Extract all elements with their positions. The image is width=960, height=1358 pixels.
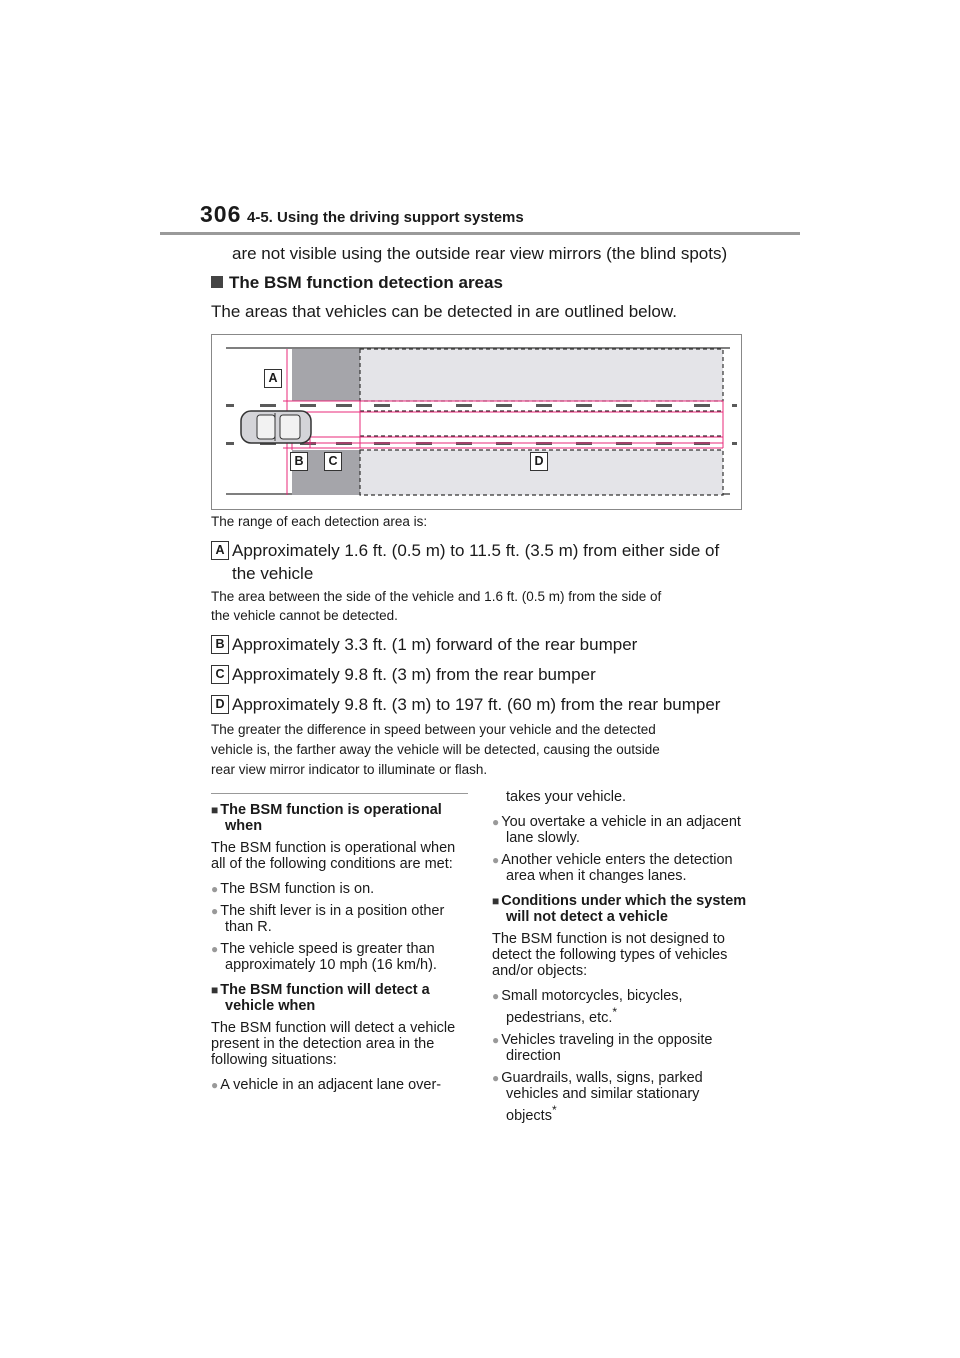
asterisk-footnote-mark: * <box>612 1005 618 1019</box>
diagram-label-a: A <box>264 369 282 388</box>
vehicle-icon <box>241 411 311 443</box>
heading-square-icon <box>211 276 223 288</box>
right-bullet-lane-change: ● Another vehicle enters the detection area when it changes lanes. <box>492 852 750 884</box>
range-label-b: B <box>211 635 229 654</box>
range-c-text: Approximately 9.8 ft. (3 m) from the rear bumper <box>232 665 596 684</box>
right-bullet-small-vehicles <box>492 988 750 1026</box>
right-para-not-detect: The BSM function is not designed to detect the following types of vehicles and/or objects: <box>492 931 728 979</box>
asterisk-footnote-mark-2: * <box>551 1102 557 1117</box>
left-bullet-adjacent-lane: ● A vehicle in an adjacent lane over- <box>211 1077 469 1093</box>
range-label-c: C <box>211 665 229 684</box>
right-bullet-opposite: ● Vehicles traveling in the opposite direction <box>492 1032 750 1064</box>
range-a-line1: Approximately 1.6 ft. (0.5 m) to 11.5 ft. (3.5 m) from either side of <box>232 541 720 560</box>
section-title: 4-5. Using the driving support systems <box>247 209 524 226</box>
intro-description: The areas that vehicles can be detected in are outlined below. <box>211 302 677 321</box>
left-para-operational: The BSM function is operational when all of the following conditions are met: <box>211 840 456 872</box>
diagram-svg <box>212 335 741 509</box>
range-a-note1: The area between the side of the vehicle and 1.6 ft. (0.5 m) from the side of <box>211 589 662 604</box>
left-bullet-function-on: ● The BSM function is on. <box>211 881 469 897</box>
range-label-d: D <box>211 695 229 714</box>
right-heading-not-detect: ■ Conditions under which the system will not detect a vehicle <box>492 893 750 925</box>
range-d-note1: The greater the difference in speed between your vehicle and the detected <box>211 722 656 737</box>
lane-dashes-top <box>226 404 737 407</box>
continuation-text: are not visible using the outside rear view mirrors (the blind spots) <box>232 244 728 263</box>
left-bullet-speed: ● The vehicle speed is greater than approximately 10 mph (16 km/h). <box>211 941 469 973</box>
range-a-line2: the vehicle <box>232 564 314 583</box>
detection-area-diagram <box>211 334 742 510</box>
range-a-note2: the vehicle cannot be detected. <box>211 608 398 623</box>
page-number: 306 <box>200 201 242 227</box>
right-column <box>492 789 750 1124</box>
range-caption: The range of each detection area is: <box>211 514 428 529</box>
left-para-detect: The BSM function will detect a vehicle present in the detection area in the following situations: <box>211 1020 456 1068</box>
column-divider <box>211 793 468 794</box>
left-heading-detect: ■ The BSM function will detect a vehicle when <box>211 982 469 1014</box>
range-d-note2: vehicle is, the farther away the vehicle will be detected, causing the outside <box>211 742 660 757</box>
zone-top-near <box>292 349 360 401</box>
left-column <box>211 802 469 1093</box>
header-rule <box>160 232 800 235</box>
right-continuation: takes your vehicle. <box>506 789 627 805</box>
range-b-text: Approximately 3.3 ft. (1 m) forward of the rear bumper <box>232 635 638 654</box>
right-bullet-stationary-text: Guardrails, walls, signs, parked vehicles and similar stationary objects <box>501 1069 703 1124</box>
right-bullet-overtake: ● You overtake a vehicle in an adjacent lane slowly. <box>492 814 750 846</box>
range-d-text: Approximately 9.8 ft. (3 m) to 197 ft. (60 m) from the rear bumper <box>232 695 721 714</box>
right-bullet-stationary <box>492 1070 750 1124</box>
subsection-heading <box>211 272 503 294</box>
subsection-heading-text: The BSM function detection areas <box>229 273 503 292</box>
diagram-label-c: C <box>324 452 342 471</box>
diagram-label-d: D <box>530 452 548 471</box>
left-heading-operational: ■ The BSM function is operational when <box>211 802 469 834</box>
range-d-note3: rear view mirror indicator to illuminate or flash. <box>211 762 488 777</box>
left-bullet-shift-lever: ● The shift lever is in a position other than R. <box>211 903 469 935</box>
right-bullet-small-vehicles-text: Small motorcycles, bicycles, pedestrians, etc. <box>501 988 683 1026</box>
zone-top-far <box>360 349 723 401</box>
range-label-a: A <box>211 541 229 560</box>
diagram-label-b: B <box>290 452 308 471</box>
